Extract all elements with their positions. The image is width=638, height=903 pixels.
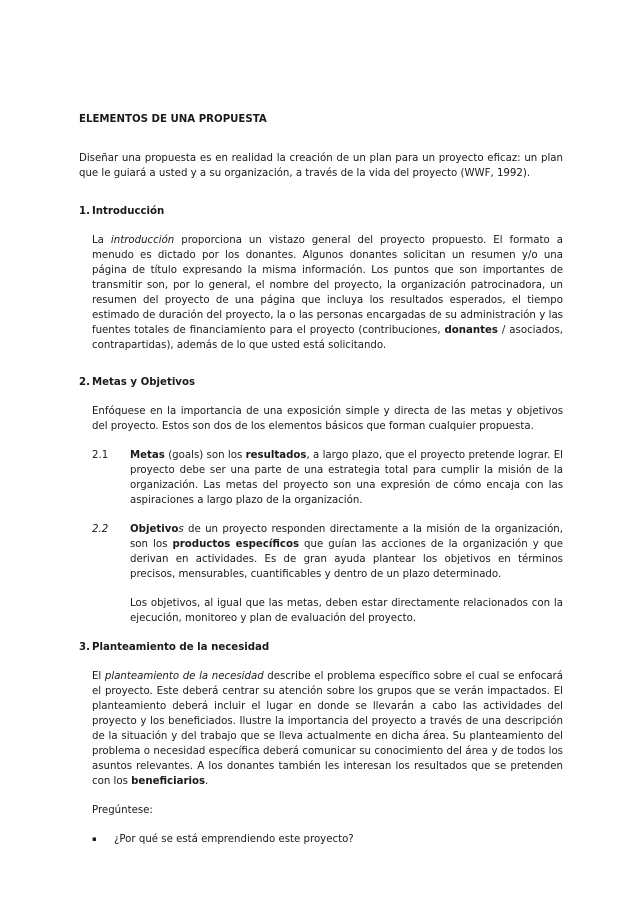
bullet-square-icon: ▪ [92, 835, 97, 843]
section-1-heading [79, 204, 563, 219]
subsection-2-1-number: 2.1 [92, 450, 109, 461]
list-item [92, 832, 563, 847]
section-2-heading [79, 375, 563, 390]
document-page [79, 112, 563, 847]
section-1-number: 1. [79, 206, 90, 217]
section-3-title: Planteamiento de la necesidad [92, 642, 270, 653]
section-3-heading [79, 640, 563, 655]
subsection-2-2-paragraph: Objetivos de un proyecto responden directamente a la misión de la organización, son los productos específicos que guían las acciones de la organización y que derivan en actividades. Es de gran ayuda plantear los objetivos en términos precisos, mensurables, cuantificables y dentro de un plazo determinado. [130, 524, 563, 580]
subsection-2-2 [92, 522, 563, 626]
section-1-paragraph: La introducción proporciona un vistazo general del proyecto propuesto. El formato a menudo es dictado por los donantes. Algunos donantes solicitan un resumen y/o una página de título expresando la misma información. Los puntos que son importantes de transmitir son, por lo general, el nombre del proyecto, la organización patrocinadora, un resumen del proyecto de una página que incluya los resultados esperados, el tiempo estimado de duración del proyecto, la o las personas encargadas de su administración y las fuentes totales de financiamiento para el proyecto (contribuciones, donantes / asociados, contrapartidas), además de lo que usted está solicitando. [92, 235, 563, 351]
ask-yourself-label: Pregúntese: [92, 805, 153, 816]
section-2-number: 2. [79, 377, 90, 388]
section-3-paragraph: El planteamiento de la necesidad describe el problema específico sobre el cual se enfocará el proyecto. Este deberá centrar su atención sobre los grupos que se verán impactados. El planteamiento deberá incluir el lugar en donde se llevarán a cabo las actividades del proyecto y los beneficiados. Ilustre la importancia del proyecto a través de una descripción de la situación y del trabajo que se lleva actualmente en dicha área. Su planteamiento del problema o necesidad específica deberá comunicar su conocimiento del área y de todos los asuntos relevantes. A los donantes también les interesan los resultados que se pretenden con los beneficiarios. [92, 671, 563, 787]
subsection-2-2-number: 2.2 [92, 524, 109, 535]
document-title: ELEMENTOS DE UNA PROPUESTA [79, 114, 267, 125]
section-2-paragraph: Enfóquese en la importancia de una exposición simple y directa de las metas y objetivos del proyecto. Estos son dos de los elementos básicos que forman cualquier propuesta. [92, 406, 563, 432]
list-item-text: ¿Por qué se está emprendiendo este proyecto? [114, 834, 354, 845]
section-1-title: Introducción [92, 206, 165, 217]
section-3-number: 3. [79, 642, 90, 653]
subsection-2-1 [92, 448, 563, 508]
intro-paragraph: Diseñar una propuesta es en realidad la creación de un plan para un proyecto eficaz: un plan que le guiará a usted y a su organización, a través de la vida del proyecto (WWF, 1992). [79, 153, 563, 179]
subsection-2-2-paragraph-2: Los objetivos, al igual que las metas, deben estar directamente relacionados con la ejecución, monitoreo y plan de evaluación del proyecto. [130, 598, 563, 624]
subsection-2-1-paragraph: Metas (goals) son los resultados, a largo plazo, que el proyecto pretende lograr. El proyecto debe ser una parte de una estrategia total para cumplir la misión de la organización. Las metas del proyecto son una expresión de cómo encaja con las aspiraciones a largo plazo de la organización. [130, 450, 563, 506]
section-2-title: Metas y Objetivos [92, 377, 196, 388]
